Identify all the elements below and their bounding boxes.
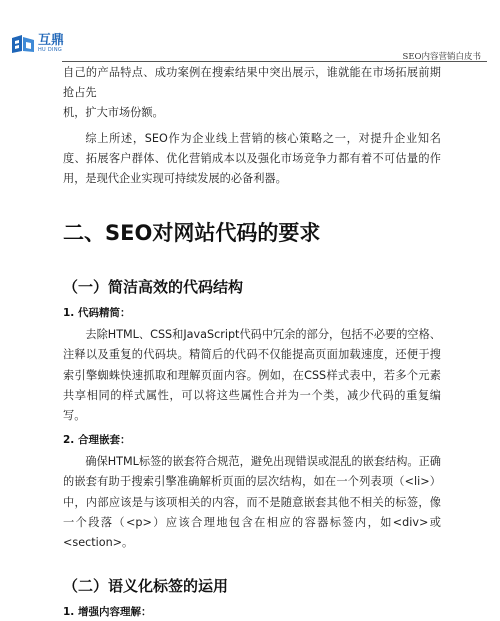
logo-mark-icon	[10, 34, 36, 54]
section-heading: 二、SEO对网站代码的要求	[63, 221, 321, 246]
intro-paragraph-continued	[63, 63, 441, 124]
item-heading-code-simplify: 1. 代码精简：	[63, 307, 131, 320]
subsection-heading-1: （一）简洁高效的代码结构	[63, 278, 244, 297]
intro-line-1: 自己的产品特点、成功案例在搜索结果中突出展示，谁就能在市场拓展前期抢占先	[63, 66, 441, 100]
document-title: SEO内容营销白皮书	[402, 52, 481, 62]
logo-chinese-name: 互鼎	[38, 33, 65, 48]
logo-english-name: HU DING	[38, 47, 63, 53]
header-divider	[62, 61, 487, 62]
page-header	[0, 0, 500, 60]
item-heading-nesting: 2. 合理嵌套：	[63, 434, 131, 447]
intro-line-2: 机，扩大市场份额。	[63, 106, 164, 120]
code-simplify-paragraph: 去除HTML、CSS和JavaScript代码中冗余的部分，包括不必要的空格、注释以及重复的代码块。精简后的代码不仅能提高页面加载速度，还便于搜索引擎蜘蛛快速抓取和理解页面内容。例如，在CSS样式表中，若多个元素共享相同的样式属性，可以将这些属性合并为一个类，减少代码的重复编写。	[63, 328, 441, 423]
subsection-heading-2: （二）语义化标签的运用	[63, 577, 229, 596]
company-logo	[10, 34, 64, 54]
nesting-paragraph: 确保HTML标签的嵌套符合规范，避免出现错误或混乱的嵌套结构。正确的嵌套有助于搜索引擎准确解析页面的层次结构，如在一个列表项（<li>）中，内部应该是与该项相关的内容，而不是随意嵌套其他不相关的标签，像一个段落（<p>）应该合理地包含在相应的容器标签内，如<div>或<section>。	[63, 455, 441, 550]
summary-paragraph: 综上所述，SEO作为企业线上营销的核心策略之一，对提升企业知名度、拓展客户群体、优化营销成本以及强化市场竞争力都有着不可估量的作用，是现代企业实现可持续发展的必备利器。	[63, 131, 441, 186]
page-content	[63, 63, 441, 621]
item-heading-content-understanding: 1. 增强内容理解：	[63, 606, 152, 619]
